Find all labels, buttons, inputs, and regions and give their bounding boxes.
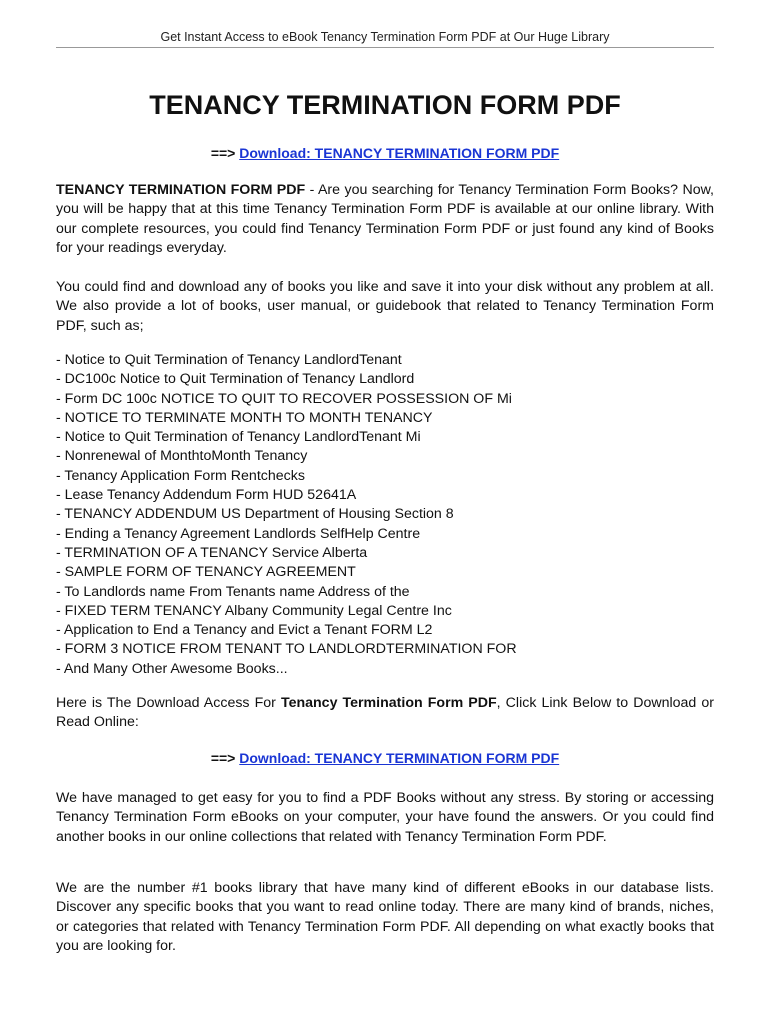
list-item: - FIXED TERM TENANCY Albany Community Legal Centre Inc	[56, 602, 452, 619]
list-item: - To Landlords name From Tenants name Address of the	[56, 583, 410, 600]
page-title: TENANCY TERMINATION FORM PDF	[149, 90, 621, 120]
access-text-after: , Click Link Below to Download or Read Online:	[56, 695, 714, 731]
list-item: - Ending a Tenancy Agreement Landlords SelfHelp Centre	[56, 525, 421, 542]
list-item: - TERMINATION OF A TENANCY Service Alberta	[56, 544, 368, 561]
intro-text: - Are you searching for Tenancy Termination Form Books? Now, you will be happy that at this time Tenancy Termination Form PDF is available at our online library. With our complete resources, you could find Tenancy Termination Form PDF or just found any kind of Books for your readings everyday.	[56, 182, 714, 256]
list-item: - TENANCY ADDENDUM US Department of Housing Section 8	[56, 506, 454, 523]
related-paragraph: You could find and download any of books you like and save it into your disk without any problem at all. We also provide a lot of books, user manual, or guidebook that related to Tenancy Termination Form PDF, such as;	[56, 279, 714, 334]
page-header: Get Instant Access to eBook Tenancy Termination Form PDF at Our Huge Library	[160, 30, 610, 44]
list-item: - Tenancy Application Form Rentchecks	[56, 467, 305, 484]
download-arrow: ==>	[210, 145, 236, 161]
download-arrow: ==>	[210, 750, 236, 766]
download-link-top[interactable]: Download: TENANCY TERMINATION FORM PDF	[239, 145, 560, 161]
related-books-list	[56, 351, 714, 679]
list-item: - Nonrenewal of MonthtoMonth Tenancy	[56, 448, 308, 465]
list-item: - FORM 3 NOTICE FROM TENANT TO LANDLORDTERMINATION FOR	[56, 641, 517, 658]
managed-paragraph: We have managed to get easy for you to find a PDF Books without any stress. By storing or accessing Tenancy Termination Form eBooks on your computer, your have found the answers. Or you could find another books in our online collections that related with Tenancy Termination Form PDF.	[56, 790, 714, 845]
intro-bold-title: TENANCY TERMINATION FORM PDF	[56, 182, 306, 198]
list-item: - Lease Tenancy Addendum Form HUD 52641A	[56, 487, 357, 504]
download-line-top	[0, 145, 770, 161]
header-divider	[56, 47, 714, 48]
list-item: - Application to End a Tenancy and Evict a Tenant FORM L2	[56, 622, 433, 639]
access-bold-title: Tenancy Termination Form PDF	[280, 695, 497, 711]
list-item: - NOTICE TO TERMINATE MONTH TO MONTH TENANCY	[56, 409, 433, 426]
download-line-bottom	[0, 750, 770, 766]
access-text-before: Here is The Download Access For	[56, 695, 281, 711]
list-item: - Notice to Quit Termination of Tenancy LandlordTenant Mi	[56, 429, 421, 446]
list-item: - DC100c Notice to Quit Termination of Tenancy Landlord	[56, 371, 415, 388]
access-paragraph	[56, 694, 714, 733]
list-item: - And Many Other Awesome Books...	[56, 660, 288, 677]
intro-paragraph	[56, 181, 714, 258]
library-paragraph: We are the number #1 books library that have many kind of different eBooks in our database lists. Discover any specific books that you want to read online today. There are many kind of brands, niches, or categories that related with Tenancy Termination Form PDF. All depending on what exactly books that you are looking for.	[56, 880, 714, 954]
list-item: - Form DC 100c NOTICE TO QUIT TO RECOVER POSSESSION OF Mi	[56, 390, 512, 407]
list-item: - SAMPLE FORM OF TENANCY AGREEMENT	[56, 564, 356, 581]
list-item: - Notice to Quit Termination of Tenancy LandlordTenant	[56, 352, 402, 368]
download-link-bottom[interactable]: Download: TENANCY TERMINATION FORM PDF	[239, 750, 560, 766]
